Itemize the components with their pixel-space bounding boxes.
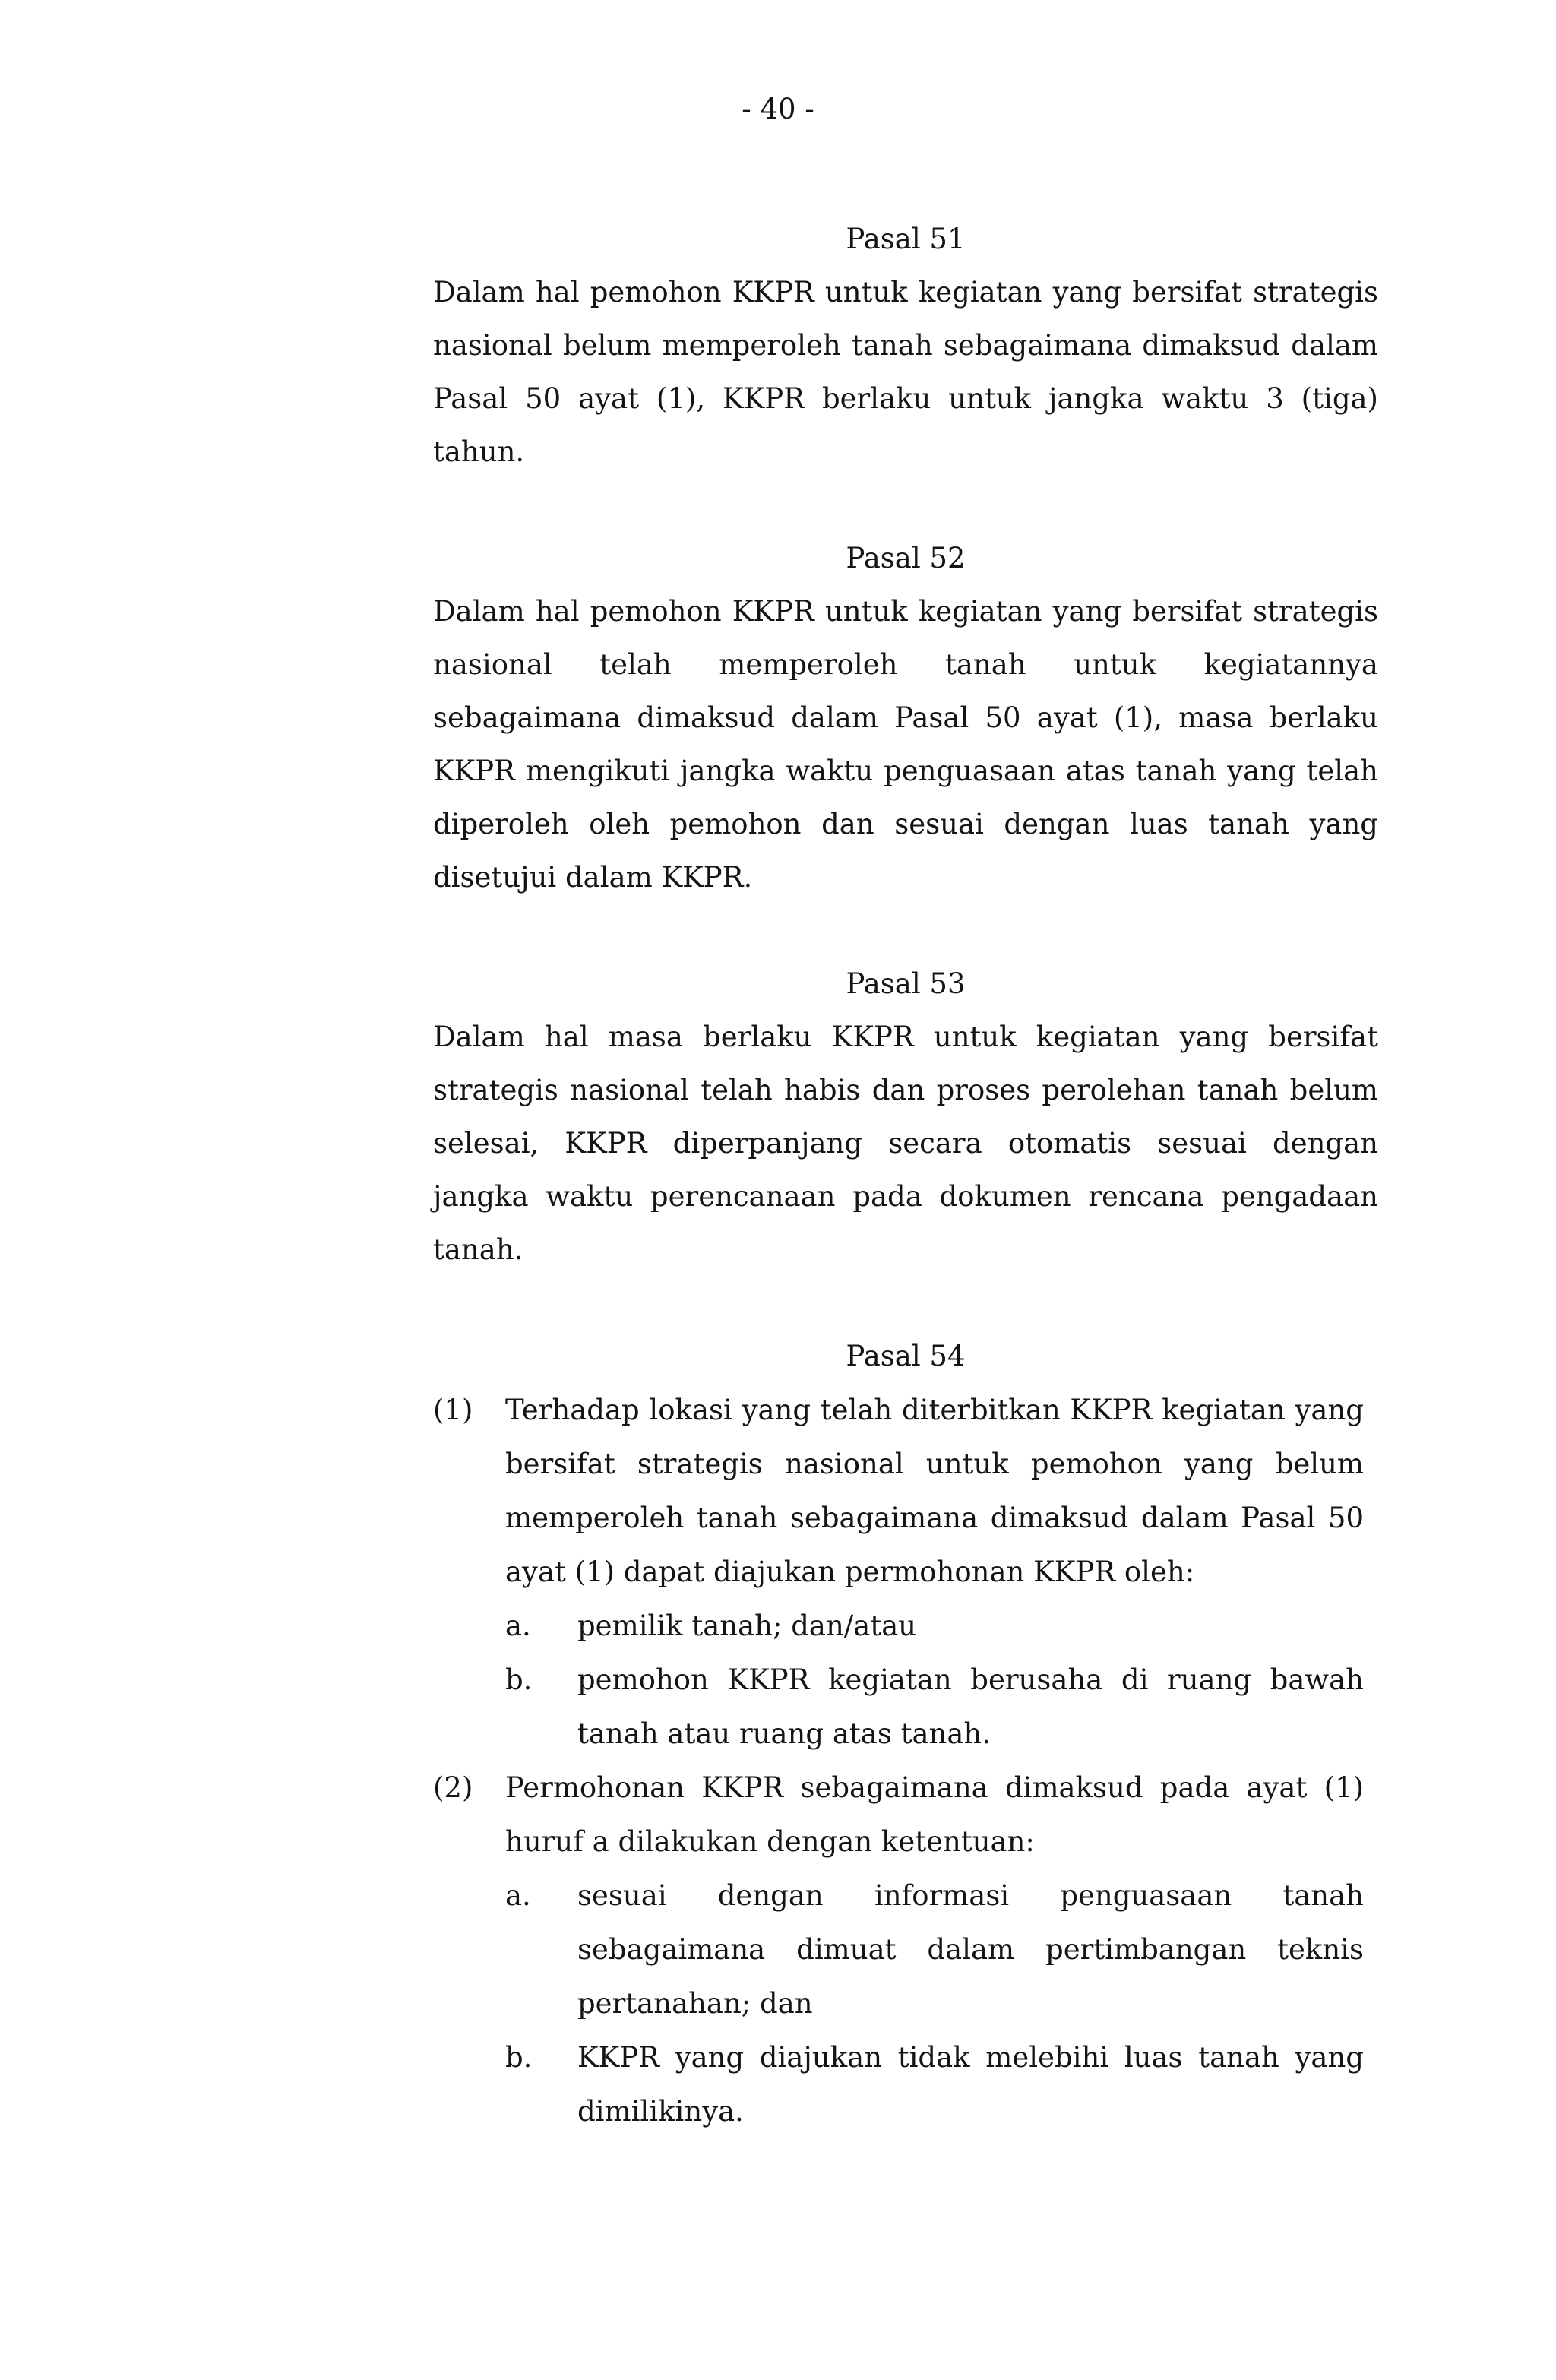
article-title: Pasal 52 <box>846 542 966 574</box>
sub-item-letter: a. <box>505 1879 531 1912</box>
article-body: Dalam hal pemohon KKPR untuk kegiatan yang bersifat strategis nasional belum memperoleh tanah sebagaimana dimaksud dalam Pasal 50 ayat (1), KKPR berlaku untuk jangka waktu 3 (tiga) tahun. <box>433 276 1378 468</box>
page-number: - 40 - <box>742 93 814 125</box>
sub-item-letter: b. <box>505 1663 533 1696</box>
sub-item-text: KKPR yang diajukan tidak melebihi luas tanah yang dimilikinya. <box>577 2041 1364 2128</box>
article-title: Pasal 53 <box>846 967 966 1000</box>
article-body: Dalam hal masa berlaku KKPR untuk kegiatan yang bersifat strategis nasional telah habis dan proses perolehan tanah belum selesai, KKPR diperpanjang secara otomatis sesuai dengan jangka waktu perencanaan pada dokumen rencana pengadaan tanah. <box>433 1021 1378 1266</box>
sub-item-text: pemilik tanah; dan/atau <box>577 1609 917 1642</box>
clause-text: Terhadap lokasi yang telah diterbitkan KKPR kegiatan yang bersifat strategis nasional untuk pemohon yang belum memperoleh tanah sebagaimana dimaksud dalam Pasal 50 ayat (1) dapat diajukan permohonan KKPR oleh: <box>505 1394 1364 1588</box>
clause-1 <box>433 1383 1364 1761</box>
article-title: Pasal 51 <box>846 223 966 255</box>
clause-number: (2) <box>433 1771 473 1804</box>
sub-item-text: sesuai dengan informasi penguasaan tanah sebagaimana dimuat dalam pertimbangan teknis pertanahan; dan <box>577 1879 1364 2020</box>
sub-item-letter: b. <box>505 2041 533 2074</box>
clause-text: Permohonan KKPR sebagaimana dimaksud pada ayat (1) huruf a dilakukan dengan ketentuan: <box>505 1771 1364 1858</box>
sub-item-letter: a. <box>505 1609 531 1642</box>
sub-item-a <box>505 1869 1364 2030</box>
clause-2 <box>433 1761 1364 2138</box>
sub-item-a <box>505 1599 1364 1653</box>
sub-item-b <box>505 1653 1364 1761</box>
article-pasal-54 <box>433 1330 1378 2138</box>
article-pasal-53 <box>433 957 1378 1277</box>
document-content <box>433 213 1378 2138</box>
clause-number: (1) <box>433 1394 473 1426</box>
article-title: Pasal 54 <box>846 1340 966 1372</box>
article-pasal-52 <box>433 532 1378 904</box>
article-pasal-51 <box>433 213 1378 479</box>
article-body: Dalam hal pemohon KKPR untuk kegiatan yang bersifat strategis nasional telah memperoleh tanah untuk kegiatannya sebagaimana dimaksud dalam Pasal 50 ayat (1), masa berlaku KKPR mengikuti jangka waktu penguasaan atas tanah yang telah diperoleh oleh pemohon dan sesuai dengan luas tanah yang disetujui dalam KKPR. <box>433 595 1378 894</box>
sub-item-b <box>505 2030 1364 2138</box>
sub-item-text: pemohon KKPR kegiatan berusaha di ruang bawah tanah atau ruang atas tanah. <box>577 1663 1364 1750</box>
